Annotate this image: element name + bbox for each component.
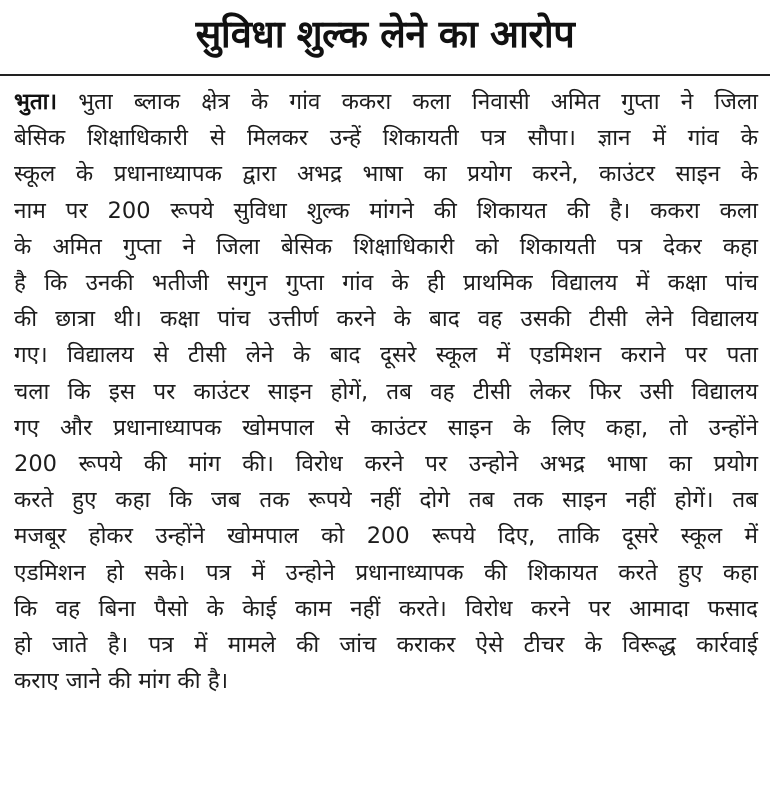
body-line-6: है कि उनकी भतीजी सगुन गुप्ता गांव के ही प्राथमिक विद्यालय में कक्षा पांच xyxy=(14,270,758,297)
article-body xyxy=(14,84,758,699)
body-line-13: मजबूर होकर उन्होंने खोमपाल को 200 रूपये दिए, ताकि दूसरे स्कूल में xyxy=(14,523,758,550)
body-line-10: गए और प्रधानाध्यापक खोमपाल से काउंटर साइन के लिए कहा, तो उन्होंने xyxy=(14,414,758,441)
body-line-14: एडमिशन हो सके। पत्र में उन्होने प्रधानाध्यापक की शिकायत करते हुए कहा xyxy=(14,559,758,586)
body-line-16: हो जाते है। पत्र में मामले की जांच कराकर ऐसे टीचर के विरूद्ध कार्रवाई xyxy=(14,632,758,659)
body-line-8: गए। विद्यालय से टीसी लेने के बाद दूसरे स्कूल में एडमिशन कराने पर पता xyxy=(14,342,758,369)
body-line-2: बेसिक शिक्षाधिकारी से मिलकर उन्हें शिकायती पत्र सौपा। ज्ञान में गांव के xyxy=(14,125,758,152)
body-line-7: की छात्रा थी। कक्षा पांच उत्तीर्ण करने के बाद वह उसकी टीसी लेने विद्यालय xyxy=(14,306,758,333)
body-line-15: कि वह बिना पैसो के केाई काम नहीं करते। विरोध करने पर आमादा फसाद xyxy=(14,595,758,622)
body-line-5: के अमित गुप्ता ने जिला बेसिक शिक्षाधिकारी को शिकायती पत्र देकर कहा xyxy=(14,233,758,260)
body-line-11: 200 रूपये की मांग की। विरोध करने पर उन्होने अभद्र भाषा का प्रयोग xyxy=(14,451,758,478)
body-line-17: कराए जाने की मांग की है। xyxy=(14,668,229,695)
body-line-12: करते हुए कहा कि जब तक रूपये नहीं दोगे तब तक साइन नहीं होगें। तब xyxy=(14,487,758,514)
body-line-1 xyxy=(14,84,758,120)
body-line-1-text: भुता ब्लाक क्षेत्र के गांव ककरा कला निवासी अमित गुप्ता ने जिला xyxy=(78,89,758,115)
body-line-9: चला कि इस पर काउंटर साइन होगें, तब वह टीसी लेकर फिर उसी विद्यालय xyxy=(14,378,758,405)
dateline: भुता। xyxy=(14,89,57,115)
body-line-4: नाम पर 200 रूपये सुविधा शुल्क मांगने की शिकायत की है। ककरा कला xyxy=(14,197,758,224)
cropped-next-text-fragment xyxy=(200,782,600,789)
headline-divider xyxy=(0,74,770,76)
headline: सुविधा शुल्क लेने का आरोप xyxy=(195,12,575,56)
body-line-3: स्कूल के प्रधानाध्यापक द्वारा अभद्र भाषा का प्रयोग करने, काउंटर साइन के xyxy=(14,161,758,188)
